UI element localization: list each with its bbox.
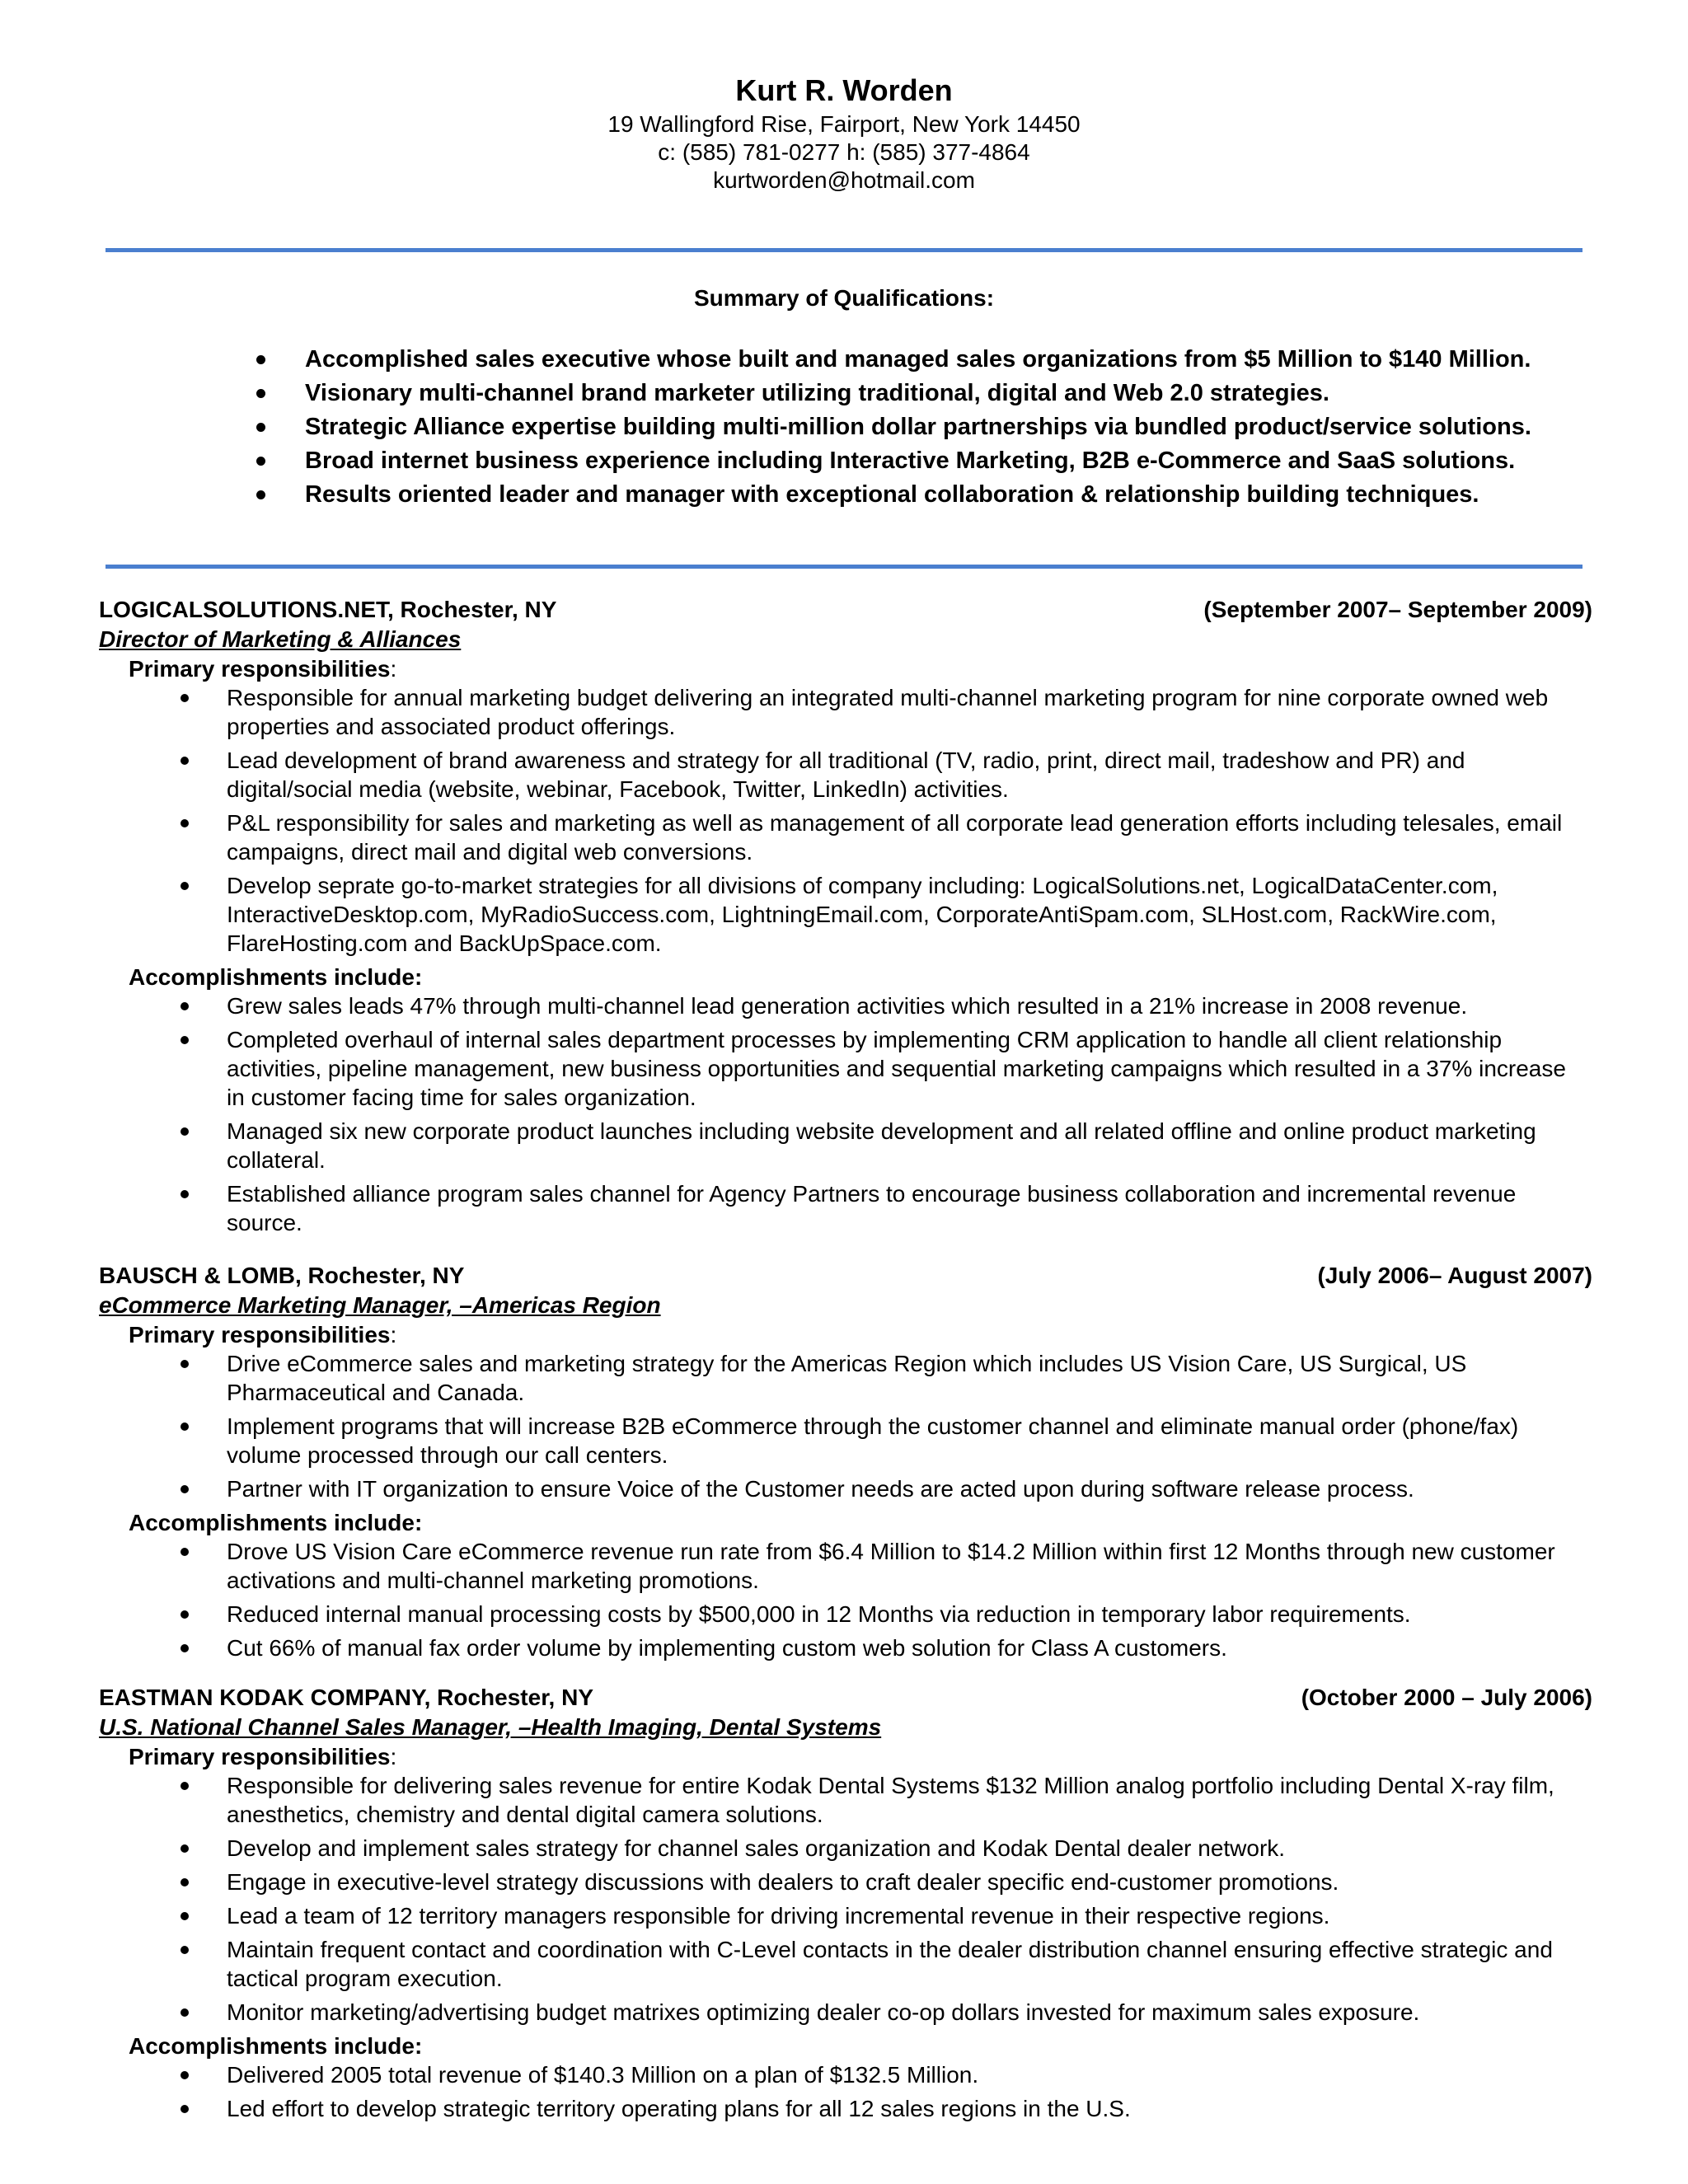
bullet-icon: [181, 882, 189, 890]
phone-numbers: c: (585) 781-0277 h: (585) 377-4864: [658, 139, 1030, 165]
bullet-icon: [181, 819, 189, 827]
summary-title: Summary of Qualifications:: [693, 285, 995, 311]
responsibilities-list: [99, 1349, 1592, 1503]
list-item-text: Engage in executive-level strategy discussions with dealers to craft dealer specific end-customer promotions.: [227, 1869, 1339, 1895]
list-item: [99, 1600, 1592, 1629]
list-item-text: Lead development of brand awareness and strategy for all traditional (TV, radio, print, direct mail, tradeshow and PR) and digital/social media (website, webinar, Facebook, Twitter, LinkedIn) activities.: [227, 748, 1465, 802]
bullet-icon: [256, 457, 265, 466]
list-item-text: Partner with IT organization to ensure Voice of the Customer needs are acted upon during software release process.: [227, 1476, 1414, 1502]
job-title: eCommerce Marketing Manager, –Americas Region: [99, 1292, 661, 1318]
bullet-icon: [256, 490, 265, 499]
bullet-icon: [181, 1422, 189, 1431]
list-item: [99, 1537, 1592, 1595]
job-title: U.S. National Channel Sales Manager, –Health Imaging, Dental Systems: [99, 1714, 882, 1740]
responsibilities-heading: [99, 654, 1592, 683]
resume-header: [0, 71, 1688, 194]
list-item-text: Implement programs that will increase B2B eCommerce through the customer channel and eliminate manual order (phone/fax) volume processed through our call centers.: [227, 1413, 1519, 1468]
accomplishments-heading: Accomplishments include:: [129, 2033, 423, 2059]
bullet-icon: [256, 423, 265, 432]
responsibilities-list: [99, 1771, 1592, 2027]
list-item-text: P&L responsibility for sales and marketing as well as management of all corporate lead generation efforts including telesales, email campaigns, direct mail and digital web conversions.: [227, 810, 1563, 865]
accomplishments-heading: Accomplishments include:: [129, 1510, 423, 1535]
job-dates: (July 2006– August 2007): [1317, 1263, 1592, 1288]
list-item: [99, 746, 1592, 804]
divider-rule: [106, 565, 1582, 569]
list-item: [99, 1771, 1592, 1829]
summary-item-text: Accomplished sales executive whose built and managed sales organizations from $5 Million to $140 Million.: [305, 346, 1531, 373]
bullet-icon: [181, 1360, 189, 1368]
candidate-name: Kurt R. Worden: [735, 73, 953, 107]
bullet-icon: [181, 1878, 189, 1886]
responsibilities-heading: [99, 1320, 1592, 1349]
bullet-icon: [181, 694, 189, 702]
accomplishments-list: [99, 2060, 1592, 2123]
summary-item-text: Strategic Alliance expertise building multi-million dollar partnerships via bundled product/service solutions.: [305, 414, 1531, 440]
bullet-icon: [256, 355, 265, 364]
list-item: [99, 1025, 1592, 1112]
summary-item: [247, 343, 1615, 377]
list-item-text: Established alliance program sales channel for Agency Partners to encourage business collaboration and incremental revenue source.: [227, 1181, 1517, 1235]
list-item-text: Managed six new corporate product launches including website development and all related offline and online product marketing collateral.: [227, 1118, 1536, 1173]
summary-item: [247, 444, 1615, 478]
list-item-text: Develop and implement sales strategy for channel sales organization and Kodak Dental dealer network.: [227, 1835, 1286, 1861]
list-item: [99, 1868, 1592, 1896]
list-item-text: Develop seprate go-to-market strategies for all divisions of company including: LogicalSolutions.net, LogicalDataCenter.com, InteractiveDesktop.com, MyRadioSuccess.com, LightningEmail.com, CorporateAntiSpam.com, SLHost.com, RackWire.com, FlareHosting.com and BackUpSpace.com.: [227, 873, 1498, 956]
accomplishments-list: [99, 1537, 1592, 1662]
bullet-icon: [181, 1036, 189, 1044]
responsibilities-label: Primary responsibilities: [129, 1744, 391, 1769]
responsibilities-colon: :: [390, 1322, 397, 1347]
list-item: [99, 1474, 1592, 1503]
bullet-icon: [181, 1912, 189, 1920]
list-item-text: Completed overhaul of internal sales department processes by implementing CRM application to handle all client relationship activities, pipeline management, new business opportunities and sequential marketing campaigns which resulted in a 37% increase in customer facing time for sales organization.: [227, 1027, 1566, 1110]
bullet-icon: [181, 1844, 189, 1853]
responsibilities-label: Primary responsibilities: [129, 656, 391, 682]
list-item: [99, 1998, 1592, 2027]
list-item: [99, 1349, 1592, 1407]
responsibilities-heading: [99, 1742, 1592, 1771]
list-item: [99, 683, 1592, 741]
bullet-icon: [181, 1548, 189, 1556]
bullet-icon: [181, 1610, 189, 1619]
list-item: [99, 1901, 1592, 1930]
responsibilities-colon: :: [390, 1744, 397, 1769]
summary-item-text: Broad internet business experience including Interactive Marketing, B2B e-Commerce and SaaS solutions.: [305, 448, 1516, 474]
bullet-icon: [181, 1782, 189, 1790]
accomplishments-list: [99, 991, 1592, 1237]
responsibilities-label: Primary responsibilities: [129, 1322, 391, 1347]
list-item-text: Monitor marketing/advertising budget matrixes optimizing dealer co-op dollars invested for maximum sales exposure.: [227, 1999, 1420, 2025]
job-dates: (September 2007– September 2009): [1203, 597, 1592, 622]
list-item: [99, 2060, 1592, 2089]
job-logicalsolutions: [99, 595, 1592, 1242]
list-item: [99, 1179, 1592, 1237]
address: 19 Wallingford Rise, Fairport, New York 14450: [607, 111, 1081, 137]
job-title: Director of Marketing & Alliances: [99, 626, 462, 652]
list-item-text: Drive eCommerce sales and marketing strategy for the Americas Region which includes US Vision Care, US Surgical, US Pharmaceutical and Canada.: [227, 1351, 1467, 1405]
list-item: [99, 991, 1592, 1020]
summary-item: [247, 478, 1615, 512]
bullet-icon: [256, 389, 265, 398]
summary-item-text: Results oriented leader and manager with exceptional collaboration & relationship building techniques.: [305, 481, 1479, 508]
job-bausch-lomb: [99, 1261, 1592, 1667]
accomplishments-heading: Accomplishments include:: [129, 964, 423, 990]
bullet-icon: [181, 757, 189, 765]
list-item-text: Responsible for annual marketing budget delivering an integrated multi-channel marketing program for nine corporate owned web properties and associated product offerings.: [227, 685, 1549, 739]
bullet-icon: [181, 1485, 189, 1493]
list-item-text: Cut 66% of manual fax order volume by implementing custom web solution for Class A customers.: [227, 1635, 1227, 1661]
list-item-text: Led effort to develop strategic territory operating plans for all 12 sales regions in the U.S.: [227, 2096, 1131, 2121]
list-item: [99, 1834, 1592, 1863]
summary-item-text: Visionary multi-channel brand marketer utilizing traditional, digital and Web 2.0 strategies.: [305, 380, 1329, 406]
list-item: [99, 1117, 1592, 1174]
list-item: [99, 2094, 1592, 2123]
job-header: [99, 1683, 1592, 1713]
list-item-text: Drove US Vision Care eCommerce revenue run rate from $6.4 Million to $14.2 Million within first 12 Months through new customer activations and multi-channel marketing promotions.: [227, 1539, 1555, 1593]
job-eastman-kodak: [99, 1683, 1592, 2128]
bullet-icon: [181, 1644, 189, 1652]
list-item-text: Delivered 2005 total revenue of $140.3 Million on a plan of $132.5 Million.: [227, 2062, 979, 2088]
list-item: [99, 871, 1592, 958]
bullet-icon: [181, 1002, 189, 1010]
list-item-text: Responsible for delivering sales revenue for entire Kodak Dental Systems $132 Million analog portfolio including Dental X-ray film, anesthetics, chemistry and dental digital camera solutions.: [227, 1773, 1554, 1827]
email-address: kurtworden@hotmail.com: [713, 167, 975, 193]
responsibilities-colon: :: [390, 656, 397, 682]
list-item: [99, 1935, 1592, 1993]
list-item: [99, 1412, 1592, 1469]
divider-rule: [106, 248, 1582, 252]
bullet-icon: [181, 2071, 189, 2079]
job-header: [99, 595, 1592, 625]
summary-list: [247, 343, 1615, 512]
company-name: EASTMAN KODAK COMPANY, Rochester, NY: [99, 1685, 594, 1710]
bullet-icon: [181, 1190, 189, 1198]
bullet-icon: [181, 2008, 189, 2017]
list-item-text: Lead a team of 12 territory managers responsible for driving incremental revenue in their respective regions.: [227, 1903, 1330, 1929]
company-name: LOGICALSOLUTIONS.NET, Rochester, NY: [99, 597, 557, 622]
job-dates: (October 2000 – July 2006): [1301, 1685, 1592, 1710]
bullet-icon: [181, 1127, 189, 1136]
list-item-text: Maintain frequent contact and coordination with C-Level contacts in the dealer distribution channel ensuring effective strategic and tactical program execution.: [227, 1937, 1553, 1991]
list-item-text: Reduced internal manual processing costs by $500,000 in 12 Months via reduction in temporary labor requirements.: [227, 1601, 1411, 1627]
list-item: [99, 1633, 1592, 1662]
job-header: [99, 1261, 1592, 1291]
list-item-text: Grew sales leads 47% through multi-channel lead generation activities which resulted in a 21% increase in 2008 revenue.: [227, 993, 1468, 1019]
summary-item: [247, 410, 1615, 444]
bullet-icon: [181, 1946, 189, 1954]
company-name: BAUSCH & LOMB, Rochester, NY: [99, 1263, 465, 1288]
summary-item: [247, 377, 1615, 410]
bullet-icon: [181, 2105, 189, 2113]
responsibilities-list: [99, 683, 1592, 958]
list-item: [99, 808, 1592, 866]
